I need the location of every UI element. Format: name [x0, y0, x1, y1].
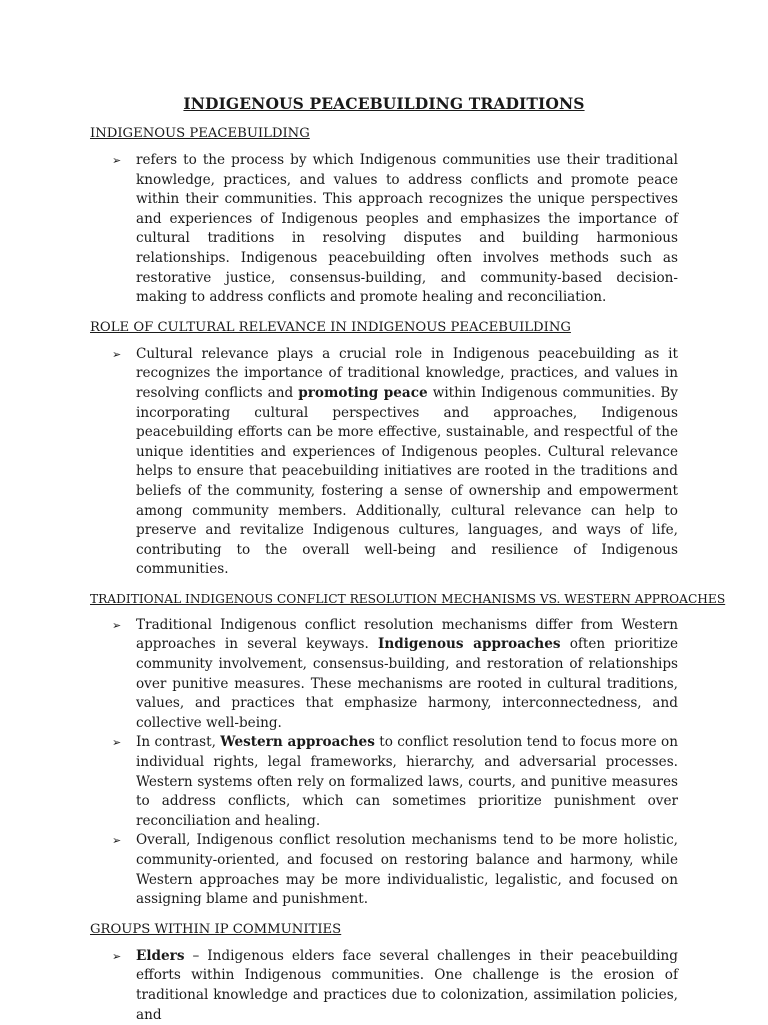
bullet-item [90, 345, 678, 580]
arrow-bullet-icon: ➢ [112, 736, 122, 750]
body-text: within Indigenous communities. By incorporating cultural perspectives and approaches, Indigenous peacebuilding efforts can be more effective, sustainable, and respectful of the unique identities and experiences of Indigenous peoples. Cultural relevance helps to ensure that peacebuilding initiatives are rooted in the traditions and beliefs of the community, fostering a sense of ownership and empowerment among community members. Additionally, cultural relevance can help to preserve and revitalize Indigenous cultures, languages, and ways of life, contributing to the overall well-being and resilience of Indigenous communities. [136, 384, 678, 578]
arrow-bullet-icon: ➢ [112, 347, 122, 361]
section-heading: ROLE OF CULTURAL RELEVANCE IN INDIGENOUS PEACEBUILDING [90, 319, 571, 335]
bold-text: Elders [136, 947, 185, 964]
bullet-item [90, 947, 678, 1025]
arrow-bullet-icon: ➢ [112, 618, 122, 632]
body-text: often prioritize community involvement, consensus-building, and restoration of relationships over punitive measures. These mechanisms are rooted in cultural traditions, values, and practices that emphasize harmony, interconnectedness, and collective well-being. [136, 636, 678, 731]
body-text: In contrast, [136, 734, 221, 751]
bullet-list [90, 616, 678, 910]
bullet-list [90, 151, 678, 308]
bullet-item [90, 151, 678, 308]
body-text: – Indigenous elders face several challenges in their peacebuilding efforts within Indigenous communities. One challenge is the erosion of traditional knowledge and practices due to colonization, assimilation policies, and [136, 947, 678, 1023]
bullet-item [90, 733, 678, 831]
body-text: to conflict resolution tend to focus more on individual rights, legal frameworks, hierarchy, and adversarial processes. Western systems often rely on formalized laws, courts, and punitive measures to address conflicts, which can sometimes prioritize punishment over reconciliation and healing. [136, 734, 678, 829]
arrow-bullet-icon: ➢ [112, 834, 122, 848]
arrow-bullet-icon: ➢ [112, 154, 122, 167]
bold-text: Western approaches [220, 734, 375, 751]
body-text: Traditional Indigenous conflict resolution mechanisms differ from Western approaches in several keyways. [136, 616, 678, 653]
section-heading: INDIGENOUS PEACEBUILDING [90, 126, 310, 141]
body-text: Cultural relevance plays a crucial role in Indigenous peacebuilding as it recognizes the importance of traditional knowledge, practices, and values in resolving conflicts and [136, 345, 678, 401]
section-heading: TRADITIONAL INDIGENOUS CONFLICT RESOLUTION MECHANISMS VS. WESTERN APPROACHES [90, 591, 726, 606]
bold-text: promoting peace [298, 384, 428, 401]
bullet-list [90, 345, 678, 580]
document-body [90, 126, 726, 1025]
bullet-item [90, 616, 678, 734]
bold-text: Indigenous approaches [378, 636, 561, 653]
document-title: INDIGENOUS PEACEBUILDING TRADITIONS [183, 94, 585, 113]
arrow-bullet-icon: ➢ [112, 949, 122, 963]
body-text: Overall, Indigenous conflict resolution mechanisms tend to be more holistic, community-oriented, and focused on restoring balance and harmony, while Western approaches may be more individualistic, legalistic, and focused on assigning blame and punishment. [136, 832, 678, 908]
bullet-list [90, 947, 678, 1025]
bullet-item [90, 831, 678, 909]
body-text: refers to the process by which Indigenous communities use their traditional knowledge, practices, and values to address conflicts and promote peace within their communities. This approach recognizes the unique perspectives and experiences of Indigenous peoples and emphasizes the importance of cultural traditions in resolving disputes and building harmonious relationships. Indigenous peacebuilding often involves methods such as restorative justice, consensus-building, and community-based decision-making to address conflicts and promote healing and reconciliation. [136, 152, 678, 306]
section-heading: GROUPS WITHIN IP COMMUNITIES [90, 921, 342, 937]
